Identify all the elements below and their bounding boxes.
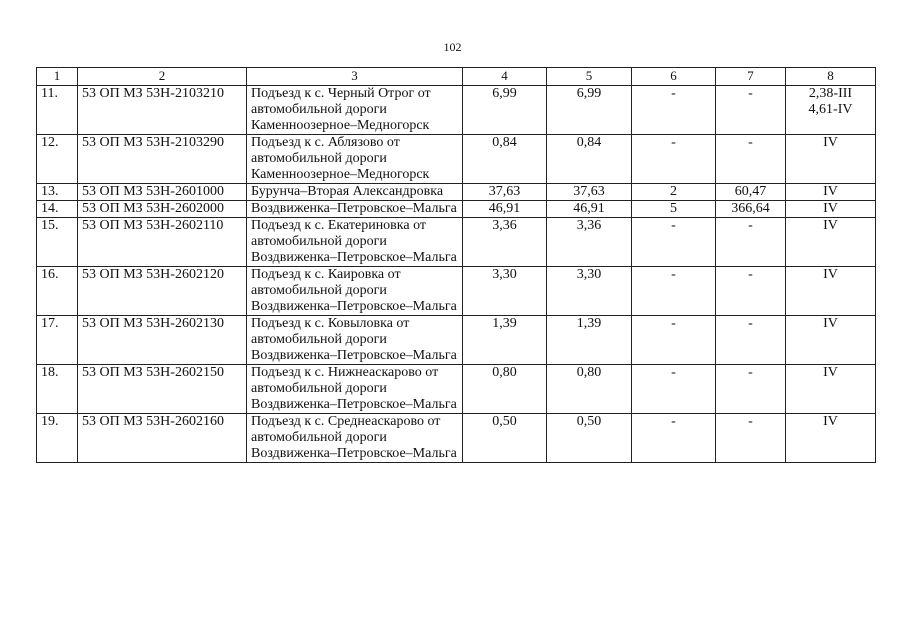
col-5-value: 0,50 bbox=[547, 414, 632, 463]
road-code: 53 ОП МЗ 53Н-2602150 bbox=[78, 365, 247, 414]
row-number: 12. bbox=[37, 135, 78, 184]
table-row bbox=[37, 201, 876, 218]
road-code: 53 ОП МЗ 53Н-2602160 bbox=[78, 414, 247, 463]
col-6-value: - bbox=[632, 135, 716, 184]
col-7-value: - bbox=[716, 86, 786, 135]
col-4-value: 46,91 bbox=[463, 201, 547, 218]
header-cell: 4 bbox=[463, 68, 547, 86]
road-name: Подъезд к с. Каировка от автомобильной дороги Воздвиженка–Петровское–Мальга bbox=[247, 267, 463, 316]
col-6-value: - bbox=[632, 414, 716, 463]
col-4-value: 3,36 bbox=[463, 218, 547, 267]
road-code: 53 ОП МЗ 53Н-2103290 bbox=[78, 135, 247, 184]
table-row bbox=[37, 135, 876, 184]
col-5-value: 37,63 bbox=[547, 184, 632, 201]
road-category: IV bbox=[786, 316, 876, 365]
col-6-value: - bbox=[632, 218, 716, 267]
header-cell: 2 bbox=[78, 68, 247, 86]
col-7-value: - bbox=[716, 218, 786, 267]
col-5-value: 3,30 bbox=[547, 267, 632, 316]
roads-table bbox=[36, 67, 876, 463]
col-7-value: - bbox=[716, 267, 786, 316]
table-row bbox=[37, 218, 876, 267]
col-4-value: 1,39 bbox=[463, 316, 547, 365]
col-5-value: 0,84 bbox=[547, 135, 632, 184]
col-6-value: - bbox=[632, 316, 716, 365]
header-cell: 7 bbox=[716, 68, 786, 86]
road-category: IV bbox=[786, 201, 876, 218]
table-row bbox=[37, 267, 876, 316]
col-5-value: 1,39 bbox=[547, 316, 632, 365]
row-number: 16. bbox=[37, 267, 78, 316]
col-4-value: 0,80 bbox=[463, 365, 547, 414]
road-name: Подъезд к с. Екатериновка от автомобильной дороги Воздвиженка–Петровское–Мальга bbox=[247, 218, 463, 267]
road-code: 53 ОП МЗ 53Н-2601000 bbox=[78, 184, 247, 201]
header-cell: 8 bbox=[786, 68, 876, 86]
col-5-value: 6,99 bbox=[547, 86, 632, 135]
row-number: 14. bbox=[37, 201, 78, 218]
table-row bbox=[37, 86, 876, 135]
col-7-value: - bbox=[716, 135, 786, 184]
road-name: Воздвиженка–Петровское–Мальга bbox=[247, 201, 463, 218]
road-category: IV bbox=[786, 184, 876, 201]
road-code: 53 ОП МЗ 53Н-2602000 bbox=[78, 201, 247, 218]
table-row bbox=[37, 414, 876, 463]
row-number: 17. bbox=[37, 316, 78, 365]
col-6-value: - bbox=[632, 86, 716, 135]
header-row bbox=[37, 68, 876, 86]
header-cell: 3 bbox=[247, 68, 463, 86]
page-number: 102 bbox=[443, 40, 462, 54]
row-number: 19. bbox=[37, 414, 78, 463]
row-number: 13. bbox=[37, 184, 78, 201]
col-6-value: 2 bbox=[632, 184, 716, 201]
row-number: 15. bbox=[37, 218, 78, 267]
col-6-value: - bbox=[632, 365, 716, 414]
col-5-value: 46,91 bbox=[547, 201, 632, 218]
col-5-value: 3,36 bbox=[547, 218, 632, 267]
table-row bbox=[37, 184, 876, 201]
road-name: Подъезд к с. Аблязово от автомобильной дороги Каменноозерное–Медногорск bbox=[247, 135, 463, 184]
table-row bbox=[37, 316, 876, 365]
col-7-value: - bbox=[716, 414, 786, 463]
row-number: 18. bbox=[37, 365, 78, 414]
row-number: 11. bbox=[37, 86, 78, 135]
col-7-value: 60,47 bbox=[716, 184, 786, 201]
col-7-value: 366,64 bbox=[716, 201, 786, 218]
road-name: Подъезд к с. Среднеаскарово от автомобильной дороги Воздвиженка–Петровское–Мальга bbox=[247, 414, 463, 463]
road-name: Подъезд к с. Нижнеаскарово от автомобильной дороги Воздвиженка–Петровское–Мальга bbox=[247, 365, 463, 414]
road-name: Подъезд к с. Ковыловка от автомобильной дороги Воздвиженка–Петровское–Мальга bbox=[247, 316, 463, 365]
col-7-value: - bbox=[716, 316, 786, 365]
col-5-value: 0,80 bbox=[547, 365, 632, 414]
road-category: 2,38-III 4,61-IV bbox=[786, 86, 876, 135]
road-category: IV bbox=[786, 414, 876, 463]
col-4-value: 37,63 bbox=[463, 184, 547, 201]
header-cell: 5 bbox=[547, 68, 632, 86]
road-code: 53 ОП МЗ 53Н-2602120 bbox=[78, 267, 247, 316]
road-code: 53 ОП МЗ 53Н-2602130 bbox=[78, 316, 247, 365]
road-category: IV bbox=[786, 365, 876, 414]
col-4-value: 0,50 bbox=[463, 414, 547, 463]
road-code: 53 ОП МЗ 53Н-2602110 bbox=[78, 218, 247, 267]
col-4-value: 6,99 bbox=[463, 86, 547, 135]
col-6-value: - bbox=[632, 267, 716, 316]
col-4-value: 0,84 bbox=[463, 135, 547, 184]
col-4-value: 3,30 bbox=[463, 267, 547, 316]
col-6-value: 5 bbox=[632, 201, 716, 218]
col-7-value: - bbox=[716, 365, 786, 414]
header-cell: 1 bbox=[37, 68, 78, 86]
road-code: 53 ОП МЗ 53Н-2103210 bbox=[78, 86, 247, 135]
header-cell: 6 bbox=[632, 68, 716, 86]
road-name: Подъезд к с. Черный Отрог от автомобильной дороги Каменноозерное–Медногорск bbox=[247, 86, 463, 135]
road-category: IV bbox=[786, 267, 876, 316]
road-category: IV bbox=[786, 218, 876, 267]
table-row bbox=[37, 365, 876, 414]
road-name: Бурунча–Вторая Александровка bbox=[247, 184, 463, 201]
road-category: IV bbox=[786, 135, 876, 184]
